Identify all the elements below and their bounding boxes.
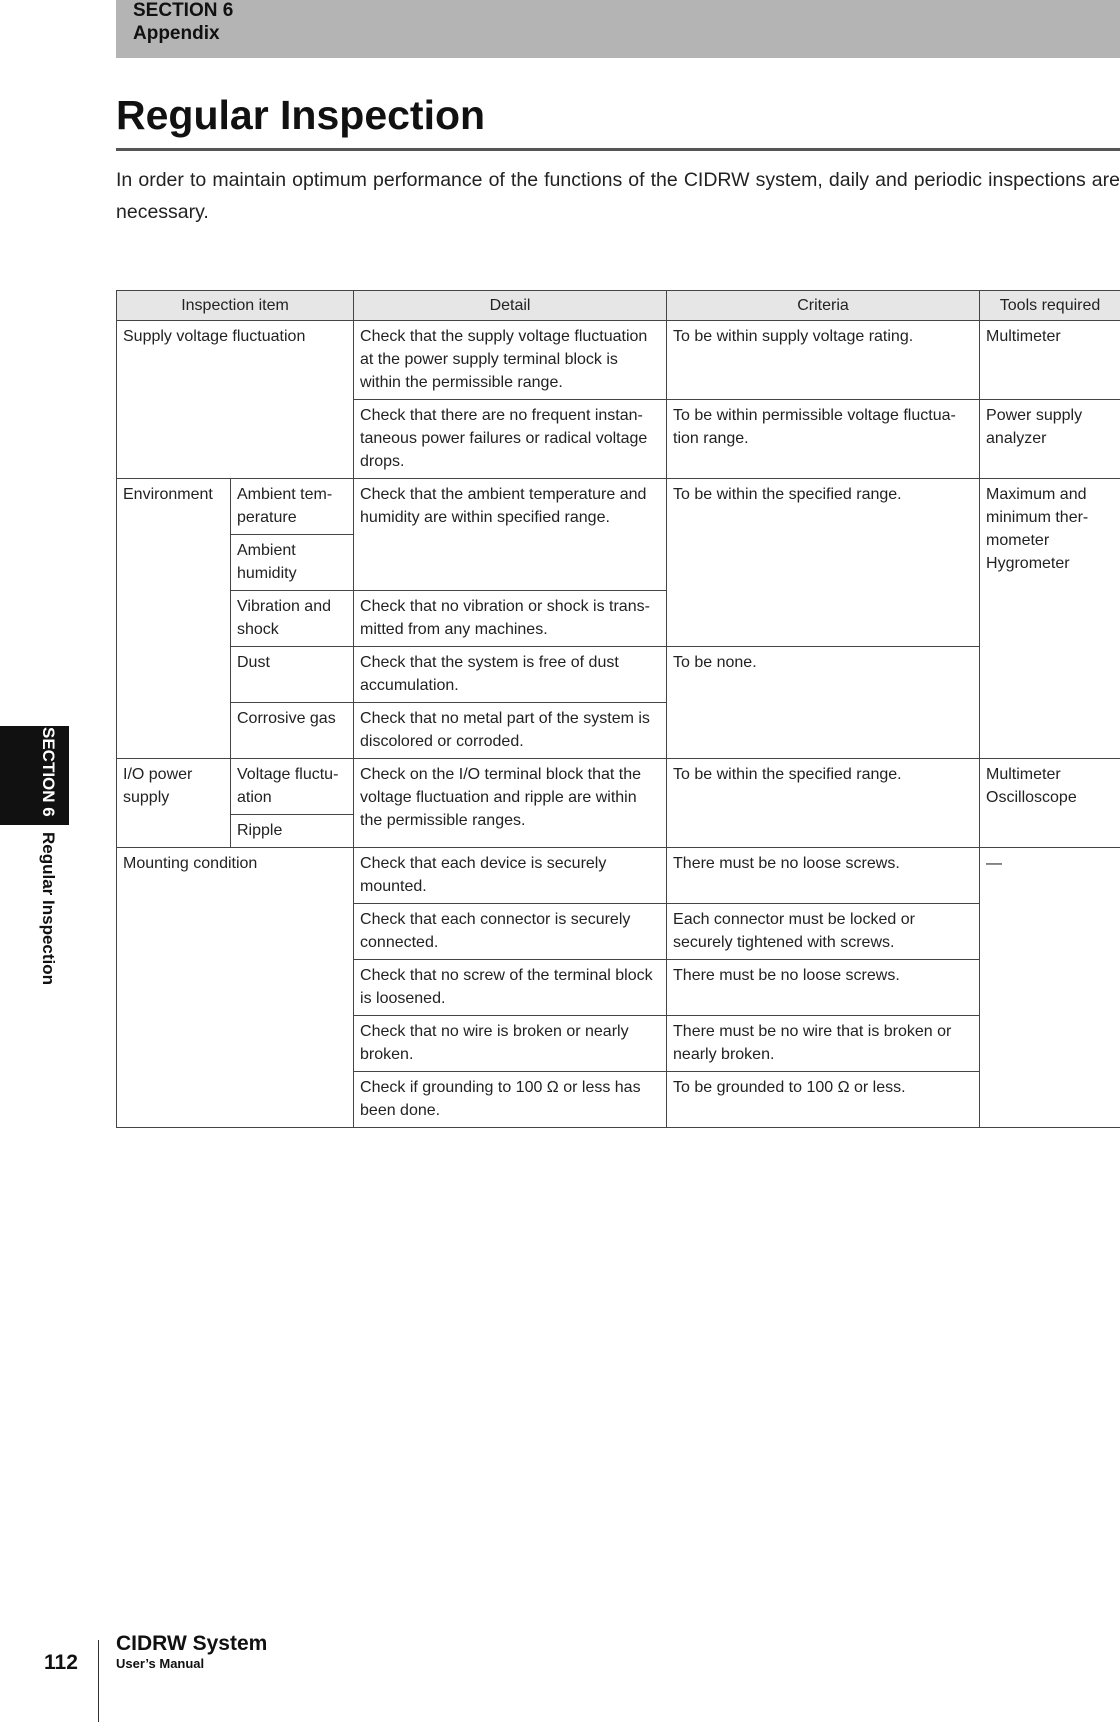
title-rule xyxy=(116,148,1120,151)
environment-item: Environment xyxy=(117,479,231,759)
header-section: SECTION 6 xyxy=(133,0,234,21)
environment-range-criteria: To be within the specified range. xyxy=(667,479,980,647)
io-ripple: Ripple xyxy=(231,815,354,848)
supply-item: Supply voltage fluctuation xyxy=(117,321,354,479)
page-title: Regular Inspection xyxy=(116,92,486,138)
supply-criteria-2: To be within permissible voltage fluctua-tion range. xyxy=(667,400,980,479)
corrosive-gas: Corrosive gas xyxy=(231,703,354,759)
footer-product: CIDRW System xyxy=(116,1632,268,1655)
inspection-table xyxy=(116,290,1120,1128)
dust: Dust xyxy=(231,647,354,703)
footer-divider xyxy=(98,1640,99,1722)
mounting-detail-1: Check that each device is securely mounted. xyxy=(354,848,667,904)
mounting-detail-3: Check that no screw of the terminal block is loosened. xyxy=(354,960,667,1016)
intro-paragraph: In order to maintain optimum performance of the functions of the CIDRW system, daily and periodic inspections are necessary. xyxy=(116,169,1120,223)
environment-tools: Maximum and minimum ther-mometer Hygrometer xyxy=(980,479,1120,759)
mounting-tools: — xyxy=(980,848,1120,1128)
header-chapter: Appendix xyxy=(133,23,220,44)
dust-detail: Check that the system is free of dust accumulation. xyxy=(354,647,667,703)
supply-tools-1: Multimeter xyxy=(980,321,1120,400)
header-inspection-item: Inspection item xyxy=(117,291,354,321)
table-row xyxy=(117,759,1120,815)
supply-criteria-1: To be within supply voltage rating. xyxy=(667,321,980,400)
header-tools: Tools required xyxy=(980,291,1120,321)
table-row xyxy=(117,647,1120,703)
side-tab-section: SECTION 6 xyxy=(39,727,58,817)
table-header-row xyxy=(117,291,1120,321)
ambient-temperature: Ambient tem-perature xyxy=(231,479,354,535)
section-header xyxy=(116,0,1120,58)
mounting-item: Mounting condition xyxy=(117,848,354,1128)
header-detail: Detail xyxy=(354,291,667,321)
vibration-shock: Vibration and shock xyxy=(231,591,354,647)
header-criteria: Criteria xyxy=(667,291,980,321)
environment-none-criteria: To be none. xyxy=(667,647,980,759)
mounting-detail-5: Check if grounding to 100 Ω or less has been done. xyxy=(354,1072,667,1128)
mounting-criteria-1: There must be no loose screws. xyxy=(667,848,980,904)
io-detail: Check on the I/O terminal block that the voltage fluctuation and ripple are within the permissible ranges. xyxy=(354,759,667,848)
io-voltage: Voltage fluctu-ation xyxy=(231,759,354,815)
mounting-criteria-3: There must be no loose screws. xyxy=(667,960,980,1016)
page-number: 112 xyxy=(44,1651,78,1674)
table-row xyxy=(117,321,1120,400)
corrosive-detail: Check that no metal part of the system is discolored or corroded. xyxy=(354,703,667,759)
io-tools: Multimeter Oscilloscope xyxy=(980,759,1120,848)
table-row xyxy=(117,848,1120,904)
mounting-detail-4: Check that no wire is broken or nearly broken. xyxy=(354,1016,667,1072)
supply-tools-2: Power supply analyzer xyxy=(980,400,1120,479)
ambient-humidity: Ambient humidity xyxy=(231,535,354,591)
vibration-detail: Check that no vibration or shock is trans-mitted from any machines. xyxy=(354,591,667,647)
table-row xyxy=(117,479,1120,535)
supply-detail-2: Check that there are no frequent instan-taneous power failures or radical voltage drops. xyxy=(354,400,667,479)
supply-detail-1: Check that the supply voltage fluctuation at the power supply terminal block is within the permissible range. xyxy=(354,321,667,400)
io-item: I/O power supply xyxy=(117,759,231,848)
mounting-detail-2: Check that each connector is securely connected. xyxy=(354,904,667,960)
mounting-criteria-2: Each connector must be locked or securely tightened with screws. xyxy=(667,904,980,960)
mounting-criteria-5: To be grounded to 100 Ω or less. xyxy=(667,1072,980,1128)
side-section-tab xyxy=(0,726,69,825)
ambient-detail: Check that the ambient temperature and humidity are within specified range. xyxy=(354,479,667,591)
footer-manual: User’s Manual xyxy=(116,1656,205,1671)
io-criteria: To be within the specified range. xyxy=(667,759,980,848)
side-tab-label: Regular Inspection xyxy=(39,832,58,986)
mounting-criteria-4: There must be no wire that is broken or nearly broken. xyxy=(667,1016,980,1072)
